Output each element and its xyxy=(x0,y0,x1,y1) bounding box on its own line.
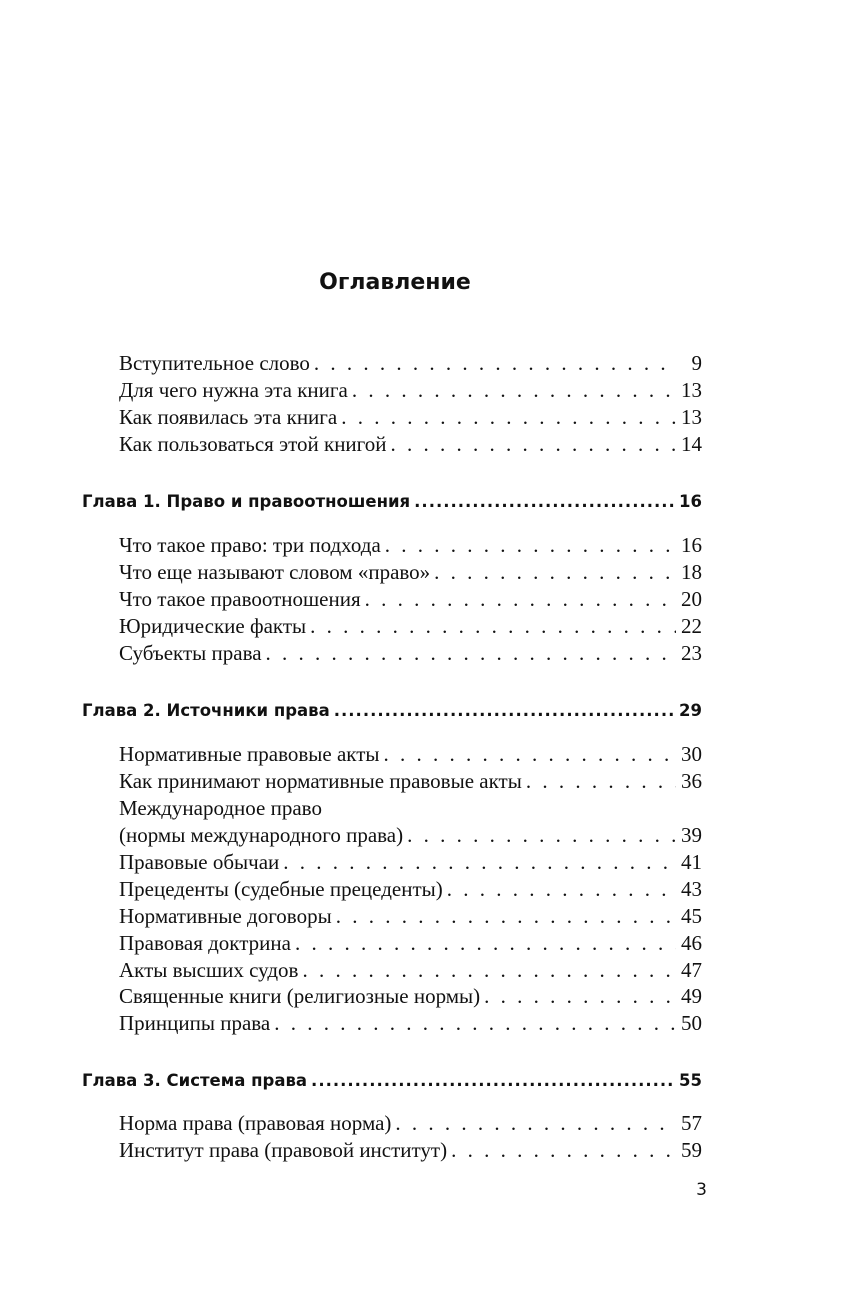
toc-entry-title: Акты высших судов xyxy=(119,958,299,982)
dot-leader xyxy=(434,559,676,586)
dot-leader xyxy=(266,640,676,667)
toc-entry-page: 49 xyxy=(681,984,702,1008)
toc-entry-title: Принципы права xyxy=(119,1011,271,1035)
dot-leader xyxy=(385,532,676,559)
toc-entry-page: 41 xyxy=(681,850,702,874)
toc-entry-page: 13 xyxy=(681,405,702,429)
toc-entry-title: Что такое правоотношения xyxy=(119,587,361,611)
toc-entry-title: Что еще называют словом «право» xyxy=(119,560,431,584)
toc-entry-page: 16 xyxy=(681,533,702,557)
dot-leader xyxy=(295,930,676,957)
toc-entry-page: 9 xyxy=(691,351,702,375)
toc-entry[interactable] xyxy=(119,741,702,768)
toc-entry-page: 45 xyxy=(681,904,702,928)
toc-entry-page: 36 xyxy=(681,769,702,793)
toc-entry-title: Что такое право: три подхода xyxy=(119,533,381,557)
toc-entry[interactable] xyxy=(119,559,702,586)
toc-entry-page: 14 xyxy=(681,432,702,456)
dot-leader xyxy=(310,613,676,640)
dot-leader xyxy=(341,404,676,431)
toc-entry-page: 20 xyxy=(681,587,702,611)
toc-chapter-page: 16 xyxy=(679,492,702,511)
toc-entry-title: Правовая доктрина xyxy=(119,931,291,955)
dot-leader xyxy=(447,876,676,903)
toc-entry[interactable] xyxy=(119,1137,702,1164)
toc-entry[interactable] xyxy=(119,768,702,795)
toc-entry-title: Прецеденты (судебные прецеденты) xyxy=(119,877,443,901)
dot-leader xyxy=(311,1067,675,1094)
dot-leader xyxy=(383,741,676,768)
toc-entry-title: Для чего нужна эта книга xyxy=(119,378,348,402)
dot-leader xyxy=(391,431,676,458)
toc-chapter-title: Глава 2. Источники права xyxy=(82,701,330,720)
toc-entry[interactable] xyxy=(119,613,702,640)
toc-entry-title: Как пользоваться этой книгой xyxy=(119,432,387,456)
dot-leader xyxy=(484,983,676,1010)
toc-chapter[interactable] xyxy=(82,697,702,724)
toc-entry-title: Нормативные договоры xyxy=(119,904,332,928)
toc-entry[interactable] xyxy=(119,640,702,667)
toc-entry[interactable] xyxy=(119,903,702,930)
toc-entry[interactable] xyxy=(119,1110,702,1137)
toc-chapter[interactable] xyxy=(82,488,702,515)
toc-entry-page: 46 xyxy=(681,931,702,955)
toc-entry-page: 23 xyxy=(681,641,702,665)
dot-leader xyxy=(314,350,676,377)
toc-entry[interactable] xyxy=(119,431,702,458)
toc-chapter-title: Глава 3. Система права xyxy=(82,1071,308,1090)
page-number: 3 xyxy=(696,1180,707,1200)
toc-chapter-page: 55 xyxy=(679,1071,702,1090)
toc-chapter[interactable] xyxy=(82,1067,702,1094)
dot-leader xyxy=(365,586,676,613)
toc-entry-page: 43 xyxy=(681,877,702,901)
toc-entry[interactable] xyxy=(119,930,702,957)
toc-entry-page: 57 xyxy=(681,1111,702,1135)
toc-entry[interactable] xyxy=(119,404,702,431)
dot-leader xyxy=(395,1110,676,1137)
toc-entry-title: Субъекты права xyxy=(119,641,262,665)
dot-leader xyxy=(414,488,675,515)
dot-leader xyxy=(283,849,676,876)
toc-entry-title: Вступительное слово xyxy=(119,351,310,375)
dot-leader xyxy=(352,377,676,404)
toc-entry-page: 50 xyxy=(681,1011,702,1035)
dot-leader xyxy=(336,903,676,930)
toc-entry-title: Норма права (правовая норма) xyxy=(119,1111,392,1135)
toc-entry-page: 13 xyxy=(681,378,702,402)
toc-entry-page: 18 xyxy=(681,560,702,584)
page-title: Оглавление xyxy=(319,270,471,295)
dot-leader xyxy=(407,822,676,849)
toc-entry-page: 22 xyxy=(681,614,702,638)
toc-entry-title: Институт права (правовой институт) xyxy=(119,1138,448,1162)
toc-entry[interactable] xyxy=(119,350,702,377)
toc-entry[interactable] xyxy=(119,532,702,559)
dot-leader xyxy=(274,1010,676,1037)
toc-entry[interactable] xyxy=(119,849,702,876)
toc-entry-page: 39 xyxy=(681,823,702,847)
toc-entry[interactable] xyxy=(119,957,702,984)
toc-entry[interactable] xyxy=(119,1010,702,1037)
toc-entry-title: Правовые обычаи xyxy=(119,850,280,874)
toc-entry-title: Юридические факты xyxy=(119,614,307,638)
toc-entry-page: 59 xyxy=(681,1138,702,1162)
toc-entry-title-line[interactable]: Международное право xyxy=(119,796,322,820)
dot-leader xyxy=(526,768,676,795)
toc-entry[interactable] xyxy=(119,377,702,404)
toc-entry-title: Священные книги (религиозные нормы) xyxy=(119,984,481,1008)
toc-entry[interactable] xyxy=(119,822,702,849)
dot-leader xyxy=(334,697,675,724)
toc-entry[interactable] xyxy=(119,876,702,903)
toc-entry-title: Нормативные правовые акты xyxy=(119,742,380,766)
dot-leader xyxy=(302,957,676,984)
toc-entry-title: Как принимают нормативные правовые акты xyxy=(119,769,522,793)
toc-entry-page: 30 xyxy=(681,742,702,766)
toc-entry[interactable] xyxy=(119,983,702,1010)
toc-entry-title: (нормы международного права) xyxy=(119,823,404,847)
toc-entry[interactable] xyxy=(119,586,702,613)
dot-leader xyxy=(451,1137,676,1164)
toc-entry-page: 47 xyxy=(681,958,702,982)
toc-chapter-title: Глава 1. Право и правоотношения xyxy=(82,492,411,511)
toc-entry-title: Как появилась эта книга xyxy=(119,405,338,429)
toc-chapter-page: 29 xyxy=(679,701,702,720)
